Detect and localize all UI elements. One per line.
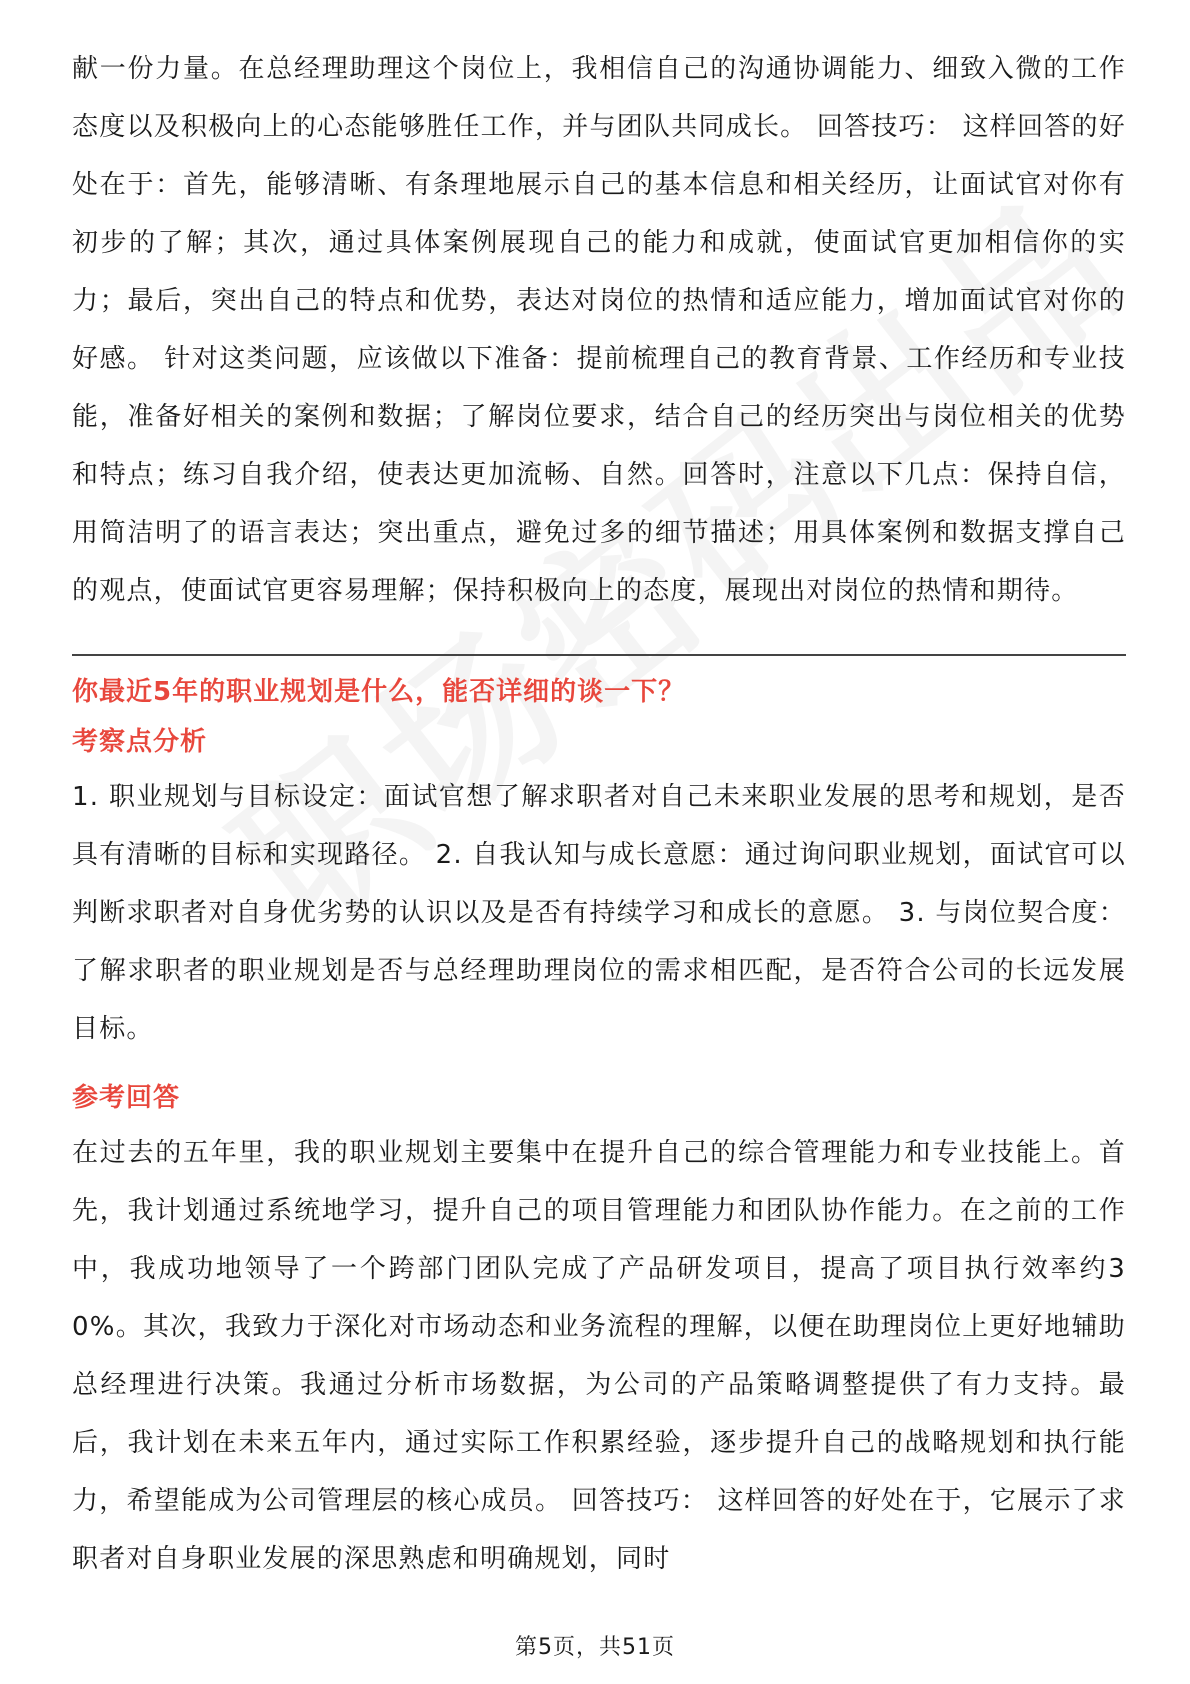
answer-paragraph: 在过去的五年里，我的职业规划主要集中在提升自己的综合管理能力和专业技能上。首先，我计划通过系统地学习，提升自己的项目管理能力和团队协作能力。在之前的工作中，我成功地领导了一个跨部门团队完成了产品研发项目，提高了项目执行效率约30%。其次，我致力于深化对市场动态和业务流程的理解，以便在助理岗位上更好地辅助总经理进行决策。我通过分析市场数据，为公司的产品策略调整提供了有力支持。最后，我计划在未来五年内，通过实际工作积累经验，逐步提升自己的战略规划和执行能力，希望能成为公司管理层的核心成员。 回答技巧： 这样回答的好处在于，它展示了求职者对自身职业发展的深思熟虑和明确规划，同时 (72, 1138, 1126, 1574)
analysis-heading: 考察点分析 (72, 727, 208, 757)
question-title: 你最近5年的职业规划是什么，能否详细的谈一下？ (72, 677, 686, 707)
section-divider (72, 654, 1126, 656)
page-footer: 第5页，共51页 (515, 1635, 675, 1660)
answer-heading: 参考回答 (72, 1083, 181, 1113)
document-page (72, 40, 1126, 1588)
analysis-paragraph: 1. 职业规划与目标设定：面试官想了解求职者对自己未来职业发展的思考和规划，是否具有清晰的目标和实现路径。 2. 自我认知与成长意愿：通过询问职业规划，面试官可以判断求职者对自身优劣势的认识以及是否有持续学习和成长的意愿。 3. 与岗位契合度：了解求职者的职业规划是否与总经理助理岗位的需求相匹配，是否符合公司的长远发展目标。 (72, 782, 1126, 1044)
intro-paragraph: 献一份力量。在总经理助理这个岗位上，我相信自己的沟通协调能力、细致入微的工作态度以及积极向上的心态能够胜任工作，并与团队共同成长。 回答技巧： 这样回答的好处在于：首先，能够清晰、有条理地展示自己的基本信息和相关经历，让面试官对你有初步的了解；其次，通过具体案例展现自己的能力和成就，使面试官更加相信你的实力；最后，突出自己的特点和优势，表达对岗位的热情和适应能力，增加面试官对你的好感。 针对这类问题，应该做以下准备：提前梳理自己的教育背景、工作经历和专业技能，准备好相关的案例和数据；了解岗位要求，结合自己的经历突出与岗位相关的优势和特点；练习自我介绍，使表达更加流畅、自然。回答时，注意以下几点：保持自信，用简洁明了的语言表达；突出重点，避免过多的细节描述；用具体案例和数据支撑自己的观点，使面试官更容易理解；保持积极向上的态度，展现出对岗位的热情和期待。 (72, 54, 1126, 606)
section-gap (72, 1058, 1126, 1072)
